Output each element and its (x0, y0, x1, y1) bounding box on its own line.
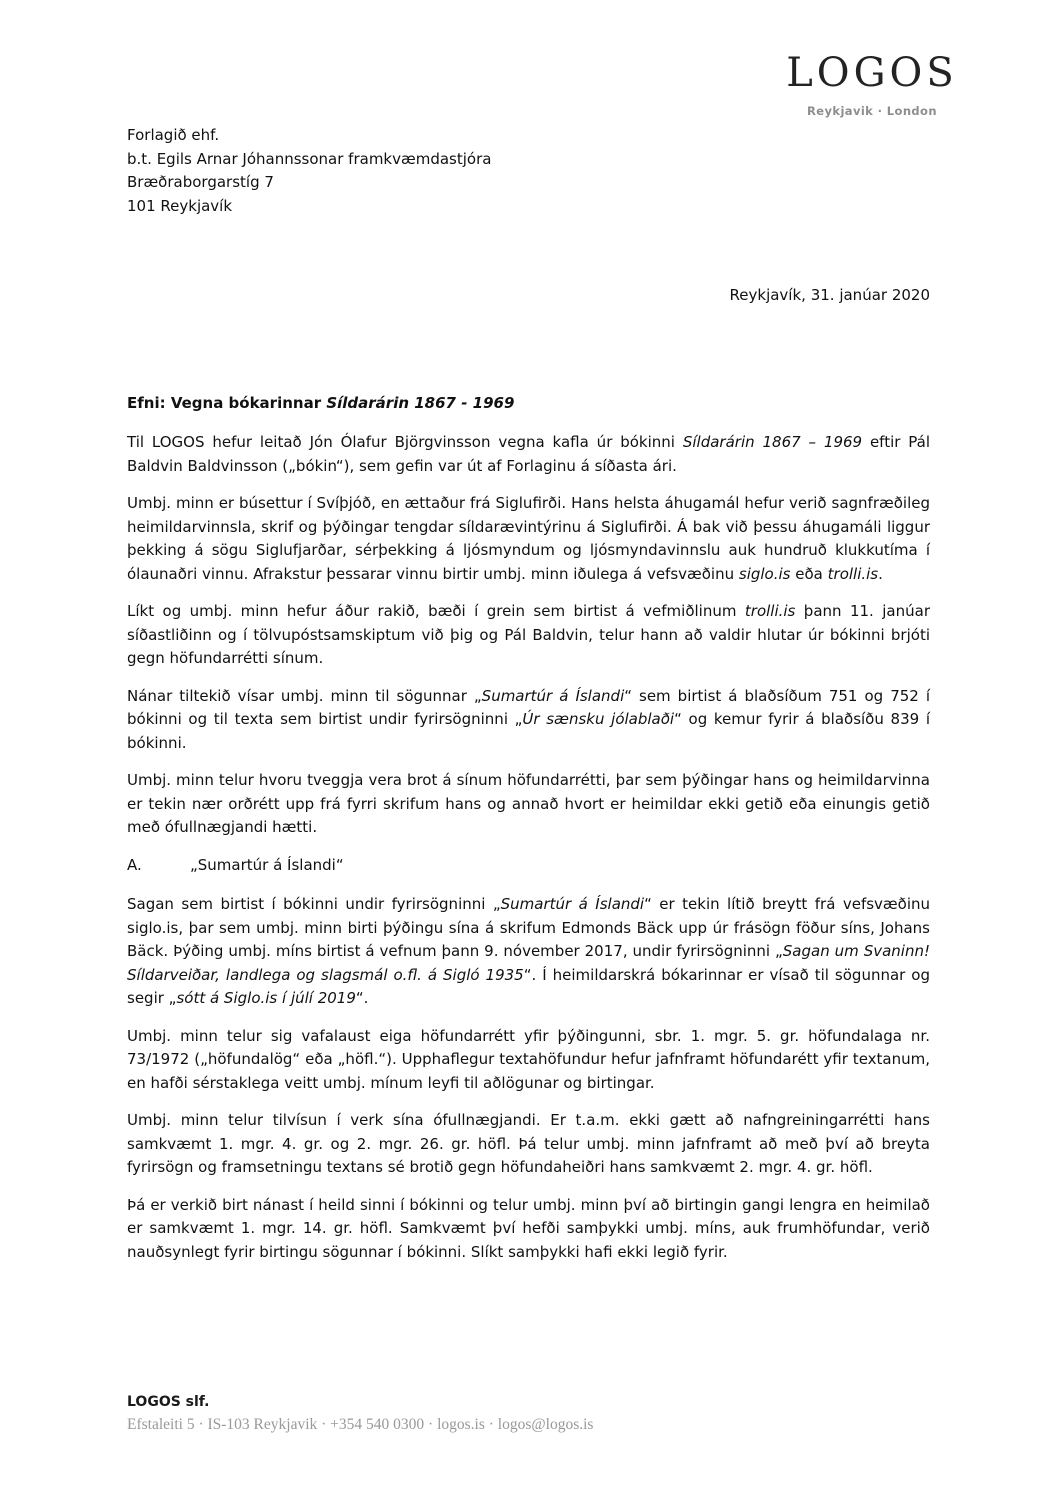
paragraph (127, 1194, 930, 1265)
text-run: Til LOGOS hefur leitað Jón Ólafur Björgvinsson vegna kafla úr bókinni (127, 433, 683, 451)
text-run: Sagan sem birtist í bókinni undir fyrirsögninni „ (127, 895, 501, 913)
recipient-line: Bræðraborgarstíg 7 (127, 173, 274, 191)
section-label: A. (127, 855, 142, 874)
text-run: “. (355, 989, 369, 1007)
footer-address: Efstaleiti 5 · IS-103 Reykjavik · +354 540 0300 · logos.is · logos@logos.is (127, 1416, 594, 1433)
text-run: Sumartúr á Íslandi (481, 686, 625, 705)
text-run: Efni: Vegna bókarinnar (127, 393, 327, 412)
text-run: Úr sænsku jólablaði (522, 710, 675, 728)
text-run: sótt á Siglo.is í júlí 2019 (176, 989, 356, 1007)
section-title (190, 856, 344, 874)
subject-line (127, 392, 930, 416)
text-run: Síldarárin 1867 – 1969 (682, 433, 863, 451)
letter-footer (127, 1393, 930, 1435)
text-run: Líkt og umbj. minn hefur áður rakið, bæði í grein sem birtist á vefmiðlinum (127, 602, 745, 620)
section-heading (127, 854, 930, 878)
text-run: “. Í heimildarskrá bókarinnar er vísað til sögunnar og segir „ (127, 965, 930, 1007)
paragraph (127, 1109, 930, 1180)
recipient-block (127, 124, 930, 218)
paragraph (127, 1025, 930, 1096)
text-run: Umbj. minn telur sig vafalaust eiga höfundarrétt yfir þýðingunni, sbr. 1. mgr. 5. gr. höfundalaga nr. 73/1972 („höfundalög“ eða „höfl.“). Upphaflegur textahöfundur hefur jafnframt höfundarétt yfir textanum, en hafði sérstaklega veitt umbj. mínum leyfi til aðlögunar og birtingar. (127, 1026, 930, 1092)
text-run: þann 11. janúar síðastliðinn og í tölvupóstsamskiptum við þig og Pál Baldvin, telur hann að valdir hlutar úr bókinni brjóti gegn höfundarrétti sínum. (127, 602, 930, 667)
text-run: „Sumartúr á Íslandi“ (190, 855, 344, 874)
letter-content (127, 0, 930, 1278)
text-run: Nánar tiltekið vísar umbj. minn til sögunnar „ (127, 686, 482, 705)
text-run: eða (790, 564, 828, 583)
text-run: . (878, 564, 883, 583)
text-run: Þá er verkið birt nánast í heild sinni í bókinni og telur umbj. minn því að birtingin gangi lengra en heimilað er samkvæmt 1. mgr. 14. gr. höfl. Samkvæmt því hefði samþykki umbj. míns, auk frumhöfundar, verið nauðsynlegt fyrir birtingu sögunnar í bókinni. Slíkt samþykki hafi ekki legið fyrir. (127, 1195, 930, 1261)
text-run: Sagan um Svaninn! Síldarveiðar, landlega og slagsmál o.fl. á Sigló 1935 (127, 942, 930, 984)
text-run: trolli.is (744, 602, 796, 620)
paragraph (127, 492, 930, 586)
text-run: Síldarárin 1867 - 1969 (326, 393, 515, 412)
paragraph (127, 685, 930, 756)
footer-firm-name: LOGOS slf. (127, 1394, 210, 1410)
firm-logo: LOGOS (786, 50, 958, 96)
text-run: eftir Pál Baldvin Baldvinsson („bókin“), sem gefin var út af Forlaginu á síðasta ári. (127, 433, 931, 475)
text-run: Umbj. minn telur hvoru tveggja vera brot á sínum höfundarrétti, þar sem þýðingar hans og heimildarvinna er tekin nær orðrétt upp frá fyrri skrifum hans og annað hvort er heimildar ekki getið eða einungis getið með ófullnægjandi hætti. (127, 771, 930, 836)
paragraph (127, 769, 930, 840)
text-run: Umbj. minn er búsettur í Svíþjóð, en ættaður frá Siglufirði. Hans helsta áhugamál hefur verið sagnfræðileg heimildarvinnsla, skrif og þýðingar tengdar síldarævintýrinu á Siglufirði. Á bak við þessu áhugamáli liggur þekking á sögu Siglufjarðar, sérþekking á ljósmyndum og ljósmyndavinnslu auk hundruð klukkutíma í ólaunaðri vinnu. Afrakstur þessarar vinnu birtir umbj. minn iðulega á vefsvæðinu (127, 494, 930, 583)
recipient-line: b.t. Egils Arnar Jóhannssonar framkvæmdastjóra (127, 149, 492, 168)
recipient-line: Forlagið ehf. (127, 126, 220, 144)
firm-logo-tagline: Reykjavik · London (807, 104, 937, 118)
paragraph (127, 431, 930, 478)
paragraph (127, 893, 930, 1011)
date-line: Reykjavík, 31. janúar 2020 (729, 286, 930, 304)
text-run: Umbj. minn telur tilvísun í verk sína ófullnægjandi. Er t.a.m. ekki gætt að nafngreiningarrétti hans samkvæmt 1. mgr. 4. gr. og 2. mgr. 26. gr. höfl. Þá telur umbj. minn jafnframt að með því að breyta fyrirsögn og framsetningu textans sé brotið gegn höfundaheiðri hans samkvæmt 2. mgr. 4. gr. höfl. (127, 1111, 930, 1176)
text-run: trolli.is (827, 564, 879, 583)
text-run: “ og kemur fyrir á blaðsíðu 839 í bókinni. (127, 710, 930, 752)
text-run: Sumartúr á Íslandi (500, 895, 645, 913)
recipient-line: 101 Reykjavík (127, 196, 233, 215)
text-run: “ er tekin lítið breytt frá vefsvæðinu siglo.is, þar sem umbj. minn birti þýðingu sína á skrifum Edmonds Bäck upp úr frásögn föður síns, Johans Bäck. Þýðing umbj. míns birtist á vefnum þann 9. nóvember 2017, undir fyrirsögninni „ (127, 895, 930, 960)
text-run: siglo.is (738, 564, 791, 583)
letter-body (127, 431, 930, 1264)
text-run: “ sem birtist á blaðsíðum 751 og 752 í bókinni og til texta sem birtist undir fyrirsögninni „ (127, 686, 930, 728)
paragraph (127, 600, 930, 671)
